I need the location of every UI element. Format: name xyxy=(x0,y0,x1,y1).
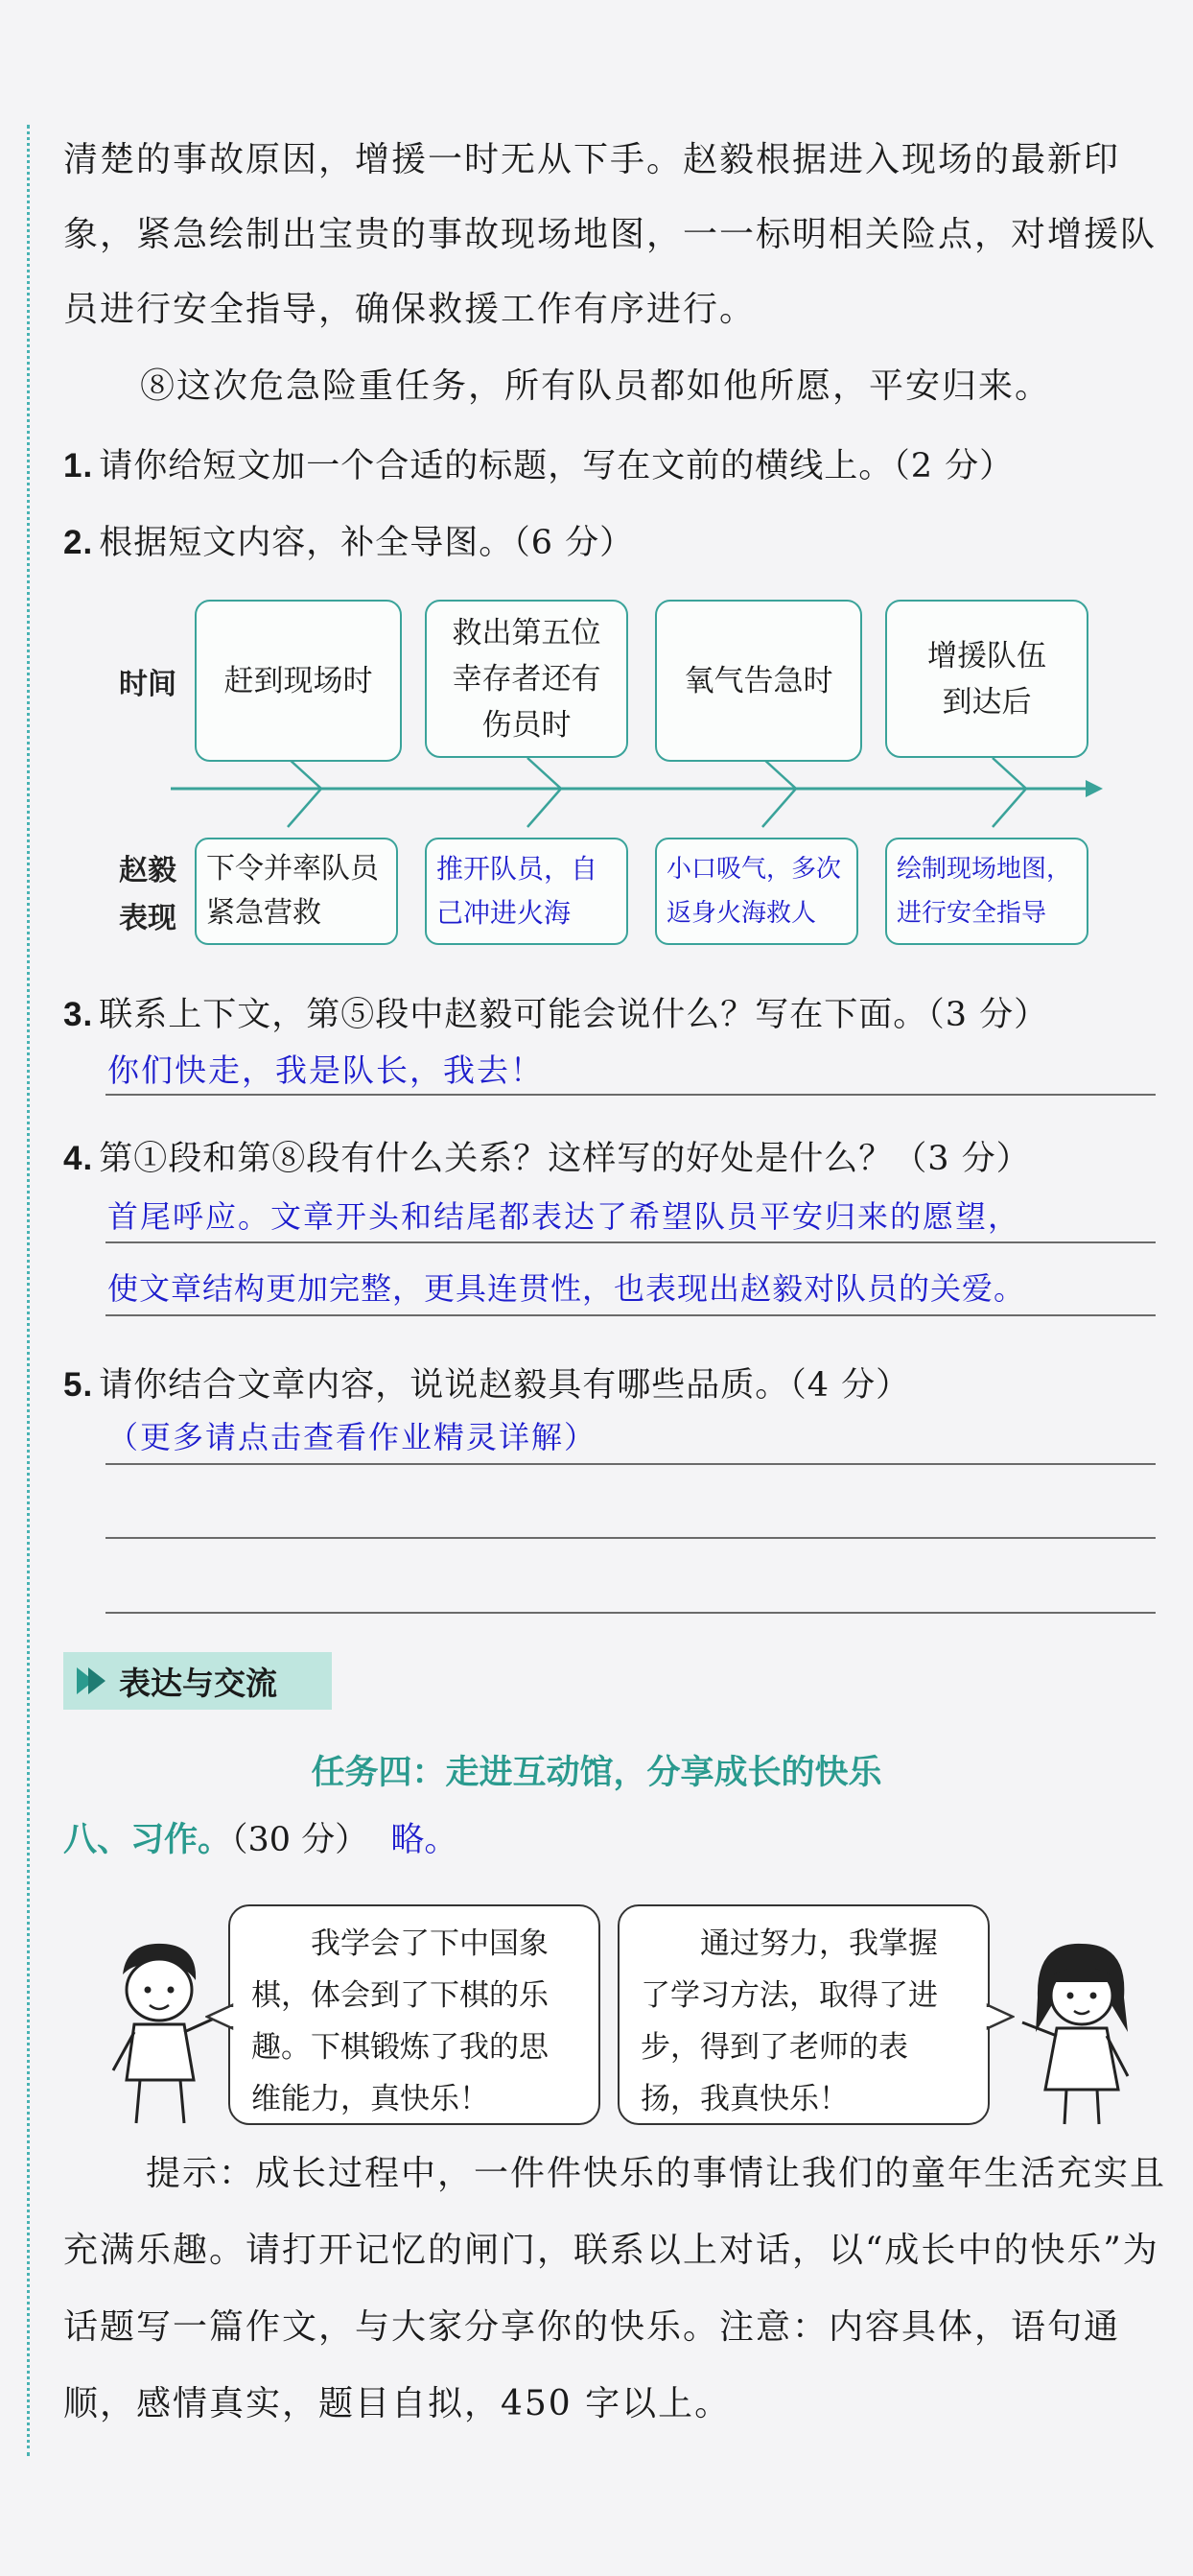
answer-line xyxy=(105,1537,1156,1539)
question-8 xyxy=(63,1813,457,1861)
girl-illustration xyxy=(1009,1936,1153,2128)
section-banner xyxy=(63,1652,332,1710)
task-title: 任务四：走进互动馆，分享成长的快乐 xyxy=(311,1753,882,1792)
question-8-label: 八、习作。 xyxy=(63,1821,232,1858)
passage-paragraph-7: 清楚的事故原因，增援一时无从下手。赵毅根据进入现场的最新印象，紧急绘制出宝贵的事故现场地图，一一标明相关险点，对增援队员进行安全指导，确保救援工作有序进行。 xyxy=(63,140,1158,329)
answer-line xyxy=(105,1612,1156,1614)
answer-4-line-2: 使文章结构更加完整，更具连贯性，也表现出赵毅对队员的关爱。 xyxy=(107,1270,1026,1307)
diagram-branch-2 xyxy=(527,758,561,827)
diagram-label-time: 时间 xyxy=(119,669,176,700)
question-text: 请你给短文加一个合适的标题，写在文前的横线上。（2 分） xyxy=(99,447,1015,485)
answer-line xyxy=(105,1314,1156,1316)
diagram-label-zhao: 赵毅 xyxy=(119,855,176,886)
play-arrow-icon xyxy=(75,1664,113,1698)
question-number: 4. xyxy=(63,1140,94,1177)
action-box-3: 小口吸气，多次返身火海救人 xyxy=(655,838,858,945)
answer-line xyxy=(105,1094,1156,1096)
answer-line xyxy=(105,1463,1156,1465)
bubble-tail-left xyxy=(205,2003,234,2032)
diagram-label-performance: 表现 xyxy=(119,903,176,934)
question-4 xyxy=(63,1132,1031,1180)
question-number: 3. xyxy=(63,996,94,1033)
question-text: 请你结合文章内容，说说赵毅具有哪些品质。（4 分） xyxy=(99,1366,911,1405)
answer-line xyxy=(105,1241,1156,1243)
action-box-4: 绘制现场地图，进行安全指导 xyxy=(885,838,1088,945)
action-box-2: 推开队员，自己冲进火海 xyxy=(425,838,628,945)
question-text: 联系上下文，第⑤段中赵毅可能会说什么？写在下面。（3 分） xyxy=(99,996,1049,1034)
question-3 xyxy=(63,988,1048,1036)
question-text: 第①段和第⑧段有什么关系？这样写的好处是什么？（3 分） xyxy=(99,1140,1031,1178)
question-8-score: （30 分） xyxy=(231,1821,369,1859)
time-box-2: 救出第五位幸存者还有伤员时 xyxy=(425,600,628,758)
boy-illustration xyxy=(88,1936,232,2128)
time-box-1: 赶到现场时 xyxy=(195,600,402,762)
question-5 xyxy=(63,1359,910,1406)
section-banner-title: 表达与交流 xyxy=(119,1665,277,1701)
diagram-lines xyxy=(0,0,1193,959)
diagram-arrow-head xyxy=(1086,780,1103,797)
answer-4-line-1: 首尾呼应。文章开头和结尾都表达了希望队员平安归来的愿望， xyxy=(107,1198,1021,1235)
diagram-branch-4 xyxy=(993,758,1026,827)
question-8-answer: 略。 xyxy=(390,1821,458,1859)
speech-bubble-left: 我学会了下中国象棋，体会到了下棋的乐趣。下棋锻炼了我的思维能力，真快乐！ xyxy=(228,1904,600,2125)
writing-hint: 提示：成长过程中，一件件快乐的事情让我们的童年生活充实且充满乐趣。请打开记忆的闸门，联系以上对话，以“成长中的快乐”为话题写一篇作文，与大家分享你的快乐。注意：内容具体，语句通顺，感情真实，题目自拟，450 字以上。 xyxy=(63,2154,1167,2423)
question-number: 5. xyxy=(63,1366,94,1404)
action-box-1: 下令并率队员紧急营救 xyxy=(195,838,398,945)
question-number: 1. xyxy=(63,447,94,484)
answer-5-link[interactable]: （更多请点击查看作业精灵详解） xyxy=(107,1419,597,1455)
question-text: 根据短文内容，补全导图。（6 分） xyxy=(99,524,635,562)
diagram-branch-3 xyxy=(762,758,796,827)
diagram-branch-1 xyxy=(288,758,321,827)
passage-paragraph-8: ⑧这次危急险重任务，所有队员都如他所愿，平安归来。 xyxy=(140,366,1052,406)
time-box-4: 增援队伍到达后 xyxy=(885,600,1088,758)
question-number: 2. xyxy=(63,524,94,561)
speech-bubble-right: 通过努力，我掌握了学习方法，取得了进步，得到了老师的表扬，我真快乐！ xyxy=(618,1904,990,2125)
time-box-3: 氧气告急时 xyxy=(655,600,862,762)
answer-3: 你们快走，我是队长，我去！ xyxy=(107,1052,544,1089)
